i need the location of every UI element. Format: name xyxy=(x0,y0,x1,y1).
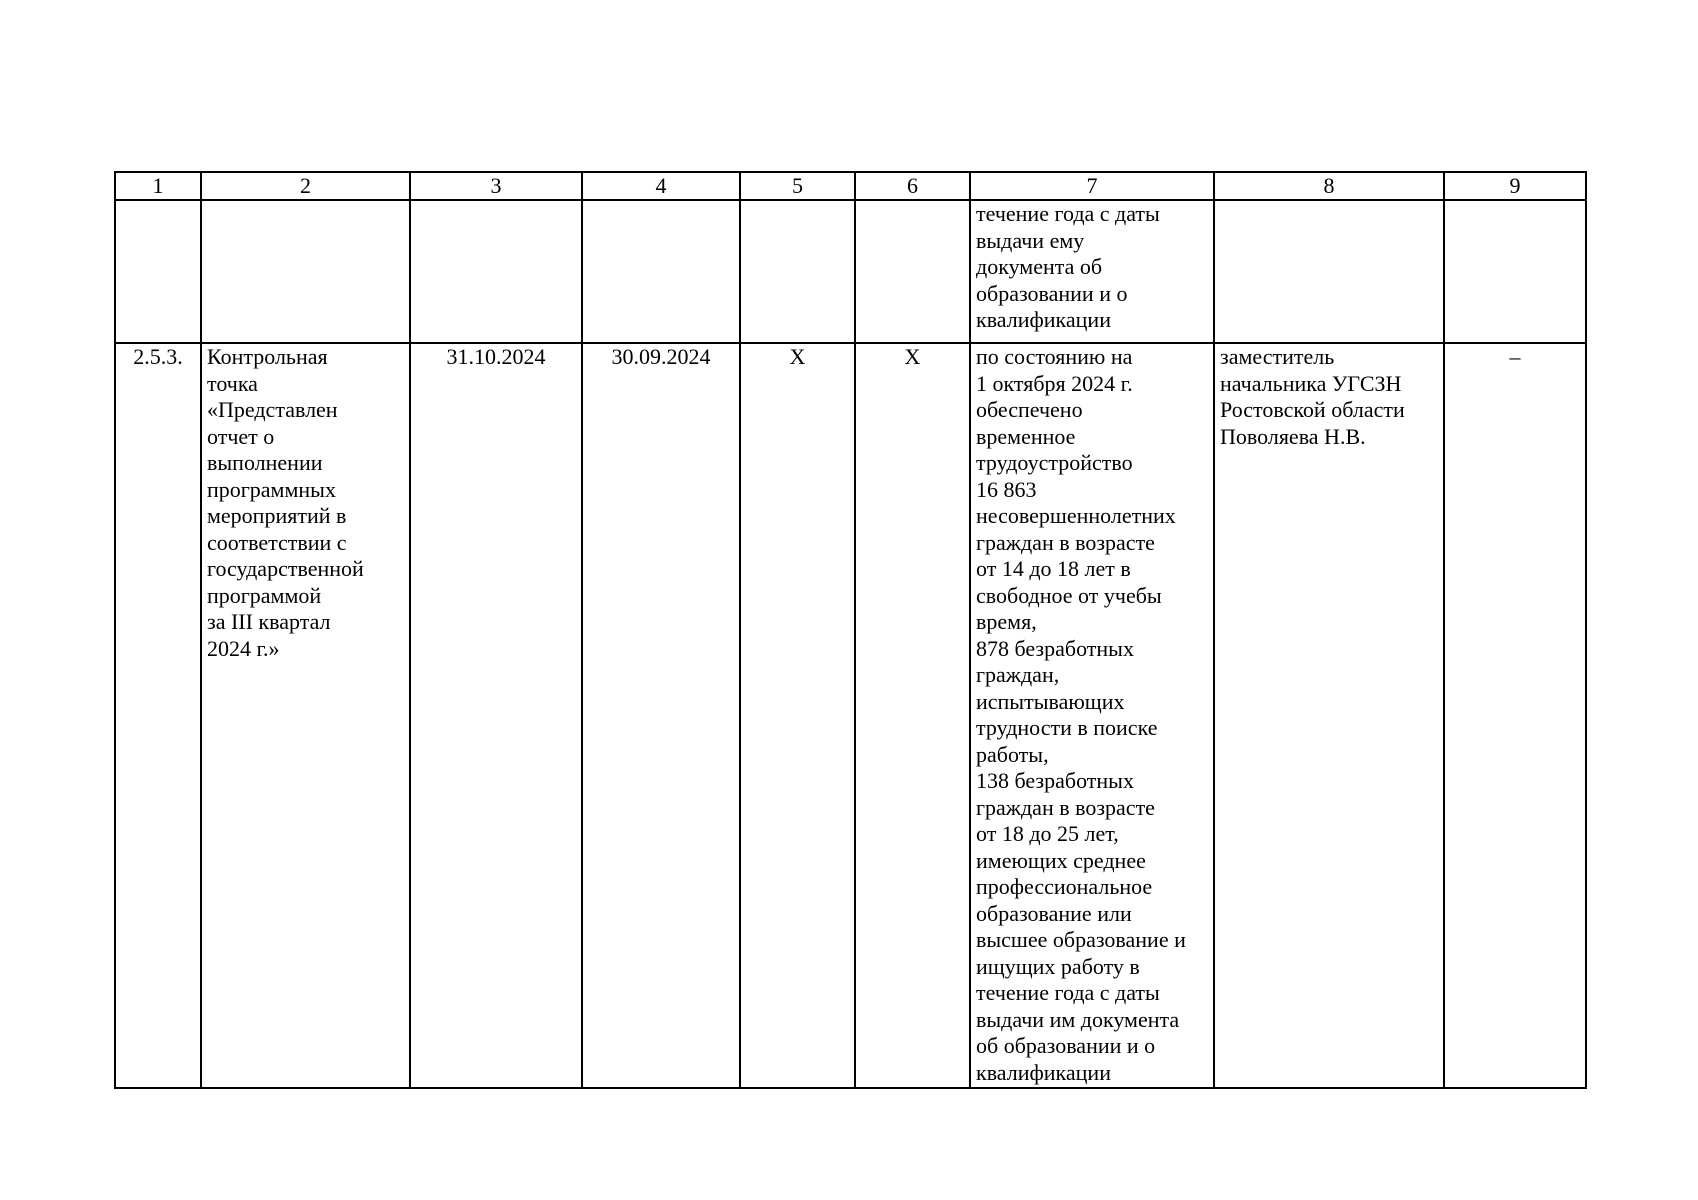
row-number-cell: 2.5.3. xyxy=(115,343,201,1088)
dash-cell: – xyxy=(1444,343,1586,1088)
column-number: 7 xyxy=(970,172,1214,200)
actual-date-cell: 30.09.2024 xyxy=(582,343,740,1088)
planned-date-cell: 31.10.2024 xyxy=(410,343,582,1088)
table-row xyxy=(115,343,1586,1088)
empty-cell xyxy=(1444,200,1586,343)
empty-cell xyxy=(855,200,970,343)
empty-cell xyxy=(410,200,582,343)
column-number: 9 xyxy=(1444,172,1586,200)
column-number: 4 xyxy=(582,172,740,200)
result-cell: по состоянию на 1 октября 2024 г. обеспечено временное трудоустройство 16 863 несовершеннолетних граждан в возрасте от 14 до 18 лет в свободное от учебы время, 878 безработных граждан, испытывающих трудности в поиске работы, 138 безработных граждан в возрасте от 18 до 25 лет, имеющих среднее профессиональное образование или высшее образование и ищущих работу в течение года с даты выдачи им документа об образовании и о квалификации xyxy=(970,343,1214,1088)
continuation-result-cell: течение года с даты выдачи ему документа об образовании и о квалификации xyxy=(970,200,1214,343)
continuation-row xyxy=(115,200,1586,343)
column-number: 5 xyxy=(740,172,855,200)
empty-cell xyxy=(582,200,740,343)
empty-cell xyxy=(1214,200,1444,343)
column-number: 6 xyxy=(855,172,970,200)
empty-cell xyxy=(740,200,855,343)
empty-cell xyxy=(115,200,201,343)
column-number: 8 xyxy=(1214,172,1444,200)
column-number: 2 xyxy=(201,172,410,200)
column-number: 1 xyxy=(115,172,201,200)
column-number: 3 xyxy=(410,172,582,200)
column-number-row xyxy=(115,172,1586,200)
empty-cell xyxy=(201,200,410,343)
x-mark-cell: X xyxy=(740,343,855,1088)
control-points-table xyxy=(114,171,1587,1089)
control-point-name-cell: Контрольная точка «Представлен отчет о выполнении программных мероприятий в соответствии с государственной программой за III квартал 2024 г.» xyxy=(201,343,410,1088)
x-mark-cell: X xyxy=(855,343,970,1088)
responsible-cell: заместитель начальника УГСЗН Ростовской области Поволяева Н.В. xyxy=(1214,343,1444,1088)
